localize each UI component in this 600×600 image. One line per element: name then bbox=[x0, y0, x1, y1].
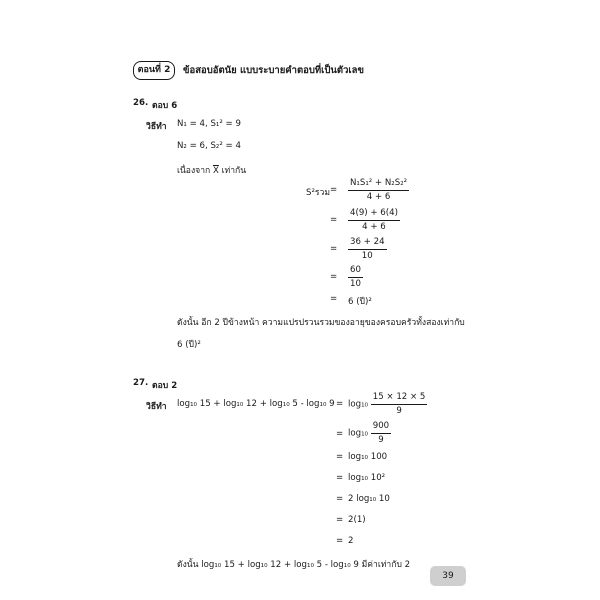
q26-step-3 bbox=[348, 237, 387, 262]
q27-eq-7: = bbox=[336, 536, 344, 546]
q27-step-1-prefix: log₁₀ bbox=[348, 399, 368, 410]
q27-conclusion: ดังนั้น log₁₀ 15 + log₁₀ 12 + log₁₀ 5 - log₁₀ 9 มีค่าเท่ากับ 2 bbox=[177, 560, 411, 570]
q27-step-2-denominator: 9 bbox=[378, 435, 384, 445]
q27-step-5: 2 log₁₀ 10 bbox=[348, 494, 390, 504]
q27-step-2-numerator: 900 bbox=[371, 421, 391, 434]
q26-step-1-numerator: N₁S₁² + N₂S₂² bbox=[348, 178, 409, 191]
q26-step-3-numerator: 36 + 24 bbox=[348, 237, 387, 250]
q27-method-label: วิธีทำ bbox=[146, 402, 167, 412]
q26-given-2: N₂ = 6, S₂² = 4 bbox=[177, 141, 241, 151]
q26-number: 26. bbox=[133, 98, 149, 108]
q26-given-1: N₁ = 4, S₁² = 9 bbox=[177, 119, 241, 129]
q27-step-7: 2 bbox=[348, 536, 354, 546]
q27-step-2 bbox=[348, 421, 391, 446]
q26-lhs: S²รวม bbox=[306, 188, 331, 198]
q26-step-4-denominator: 10 bbox=[350, 279, 361, 289]
q27-step-3: log₁₀ 100 bbox=[348, 452, 388, 462]
q27-step-4: log₁₀ 10² bbox=[348, 473, 386, 483]
q26-since-tail: เท่ากัน bbox=[221, 166, 247, 176]
section-title: ข้อสอบอัตนัย แบบระบายคำตอบที่เป็นตัวเลข bbox=[183, 65, 364, 76]
q27-step-6: 2(1) bbox=[348, 515, 366, 525]
q27-eq-3: = bbox=[336, 452, 344, 462]
q26-step-1-fraction bbox=[348, 178, 409, 203]
q26-step-5: 6 (ปี)² bbox=[348, 297, 372, 307]
q27-step-2-fraction bbox=[371, 421, 391, 446]
q26-step-1 bbox=[348, 178, 409, 203]
q26-eq-4: = bbox=[330, 272, 338, 282]
q26-conclusion-line-1: ดังนั้น อีก 2 ปีข้างหน้า ความแปรปรวนรวมของอายุของครอบครัวทั้งสองเท่ากับ bbox=[177, 318, 465, 328]
section-badge: ตอนที่ 2 bbox=[133, 61, 175, 80]
q26-eq-1: = bbox=[330, 185, 338, 195]
q27-number: 27. bbox=[133, 378, 149, 388]
q26-eq-2: = bbox=[330, 215, 338, 225]
q27-step-2-prefix: log₁₀ bbox=[348, 428, 368, 439]
q26-conclusion-line-2: 6 (ปี)² bbox=[177, 340, 201, 350]
q27-eq-2: = bbox=[336, 429, 344, 439]
q27-step-1 bbox=[348, 392, 427, 417]
q27-eq-6: = bbox=[336, 515, 344, 525]
q26-answer: ตอบ 6 bbox=[152, 101, 178, 111]
q26-since-line bbox=[177, 163, 246, 177]
q26-step-4-numerator: 60 bbox=[348, 265, 363, 278]
q27-step-1-denominator: 9 bbox=[396, 406, 402, 416]
q27-eq-1: = bbox=[336, 399, 344, 409]
q26-step-1-denominator: 4 + 6 bbox=[366, 192, 391, 202]
q26-step-4-fraction bbox=[348, 265, 363, 290]
q26-step-3-denominator: 10 bbox=[361, 251, 373, 261]
q26-step-2-fraction bbox=[348, 208, 400, 233]
q27-eq-4: = bbox=[336, 473, 344, 483]
q26-eq-5: = bbox=[330, 294, 338, 304]
q26-step-2 bbox=[348, 208, 400, 233]
q26-step-3-fraction bbox=[348, 237, 387, 262]
q26-xbar: $\overline{X}$ bbox=[212, 166, 219, 176]
q27-answer: ตอบ 2 bbox=[152, 381, 178, 391]
page-number: 39 bbox=[430, 566, 466, 586]
q26-step-2-numerator: 4(9) + 6(4) bbox=[348, 208, 400, 221]
q27-expression: log₁₀ 15 + log₁₀ 12 + log₁₀ 5 - log₁₀ 9 bbox=[177, 399, 335, 409]
q26-since-text: เนื่องจาก bbox=[177, 166, 211, 176]
q27-eq-5: = bbox=[336, 494, 344, 504]
q26-method-label: วิธีทำ bbox=[146, 122, 167, 132]
q26-eq-3: = bbox=[330, 244, 338, 254]
q27-step-1-numerator: 15 × 12 × 5 bbox=[371, 392, 428, 405]
q26-step-2-denominator: 4 + 6 bbox=[362, 222, 386, 232]
q27-step-1-fraction bbox=[371, 392, 428, 417]
q26-step-4 bbox=[348, 265, 363, 290]
